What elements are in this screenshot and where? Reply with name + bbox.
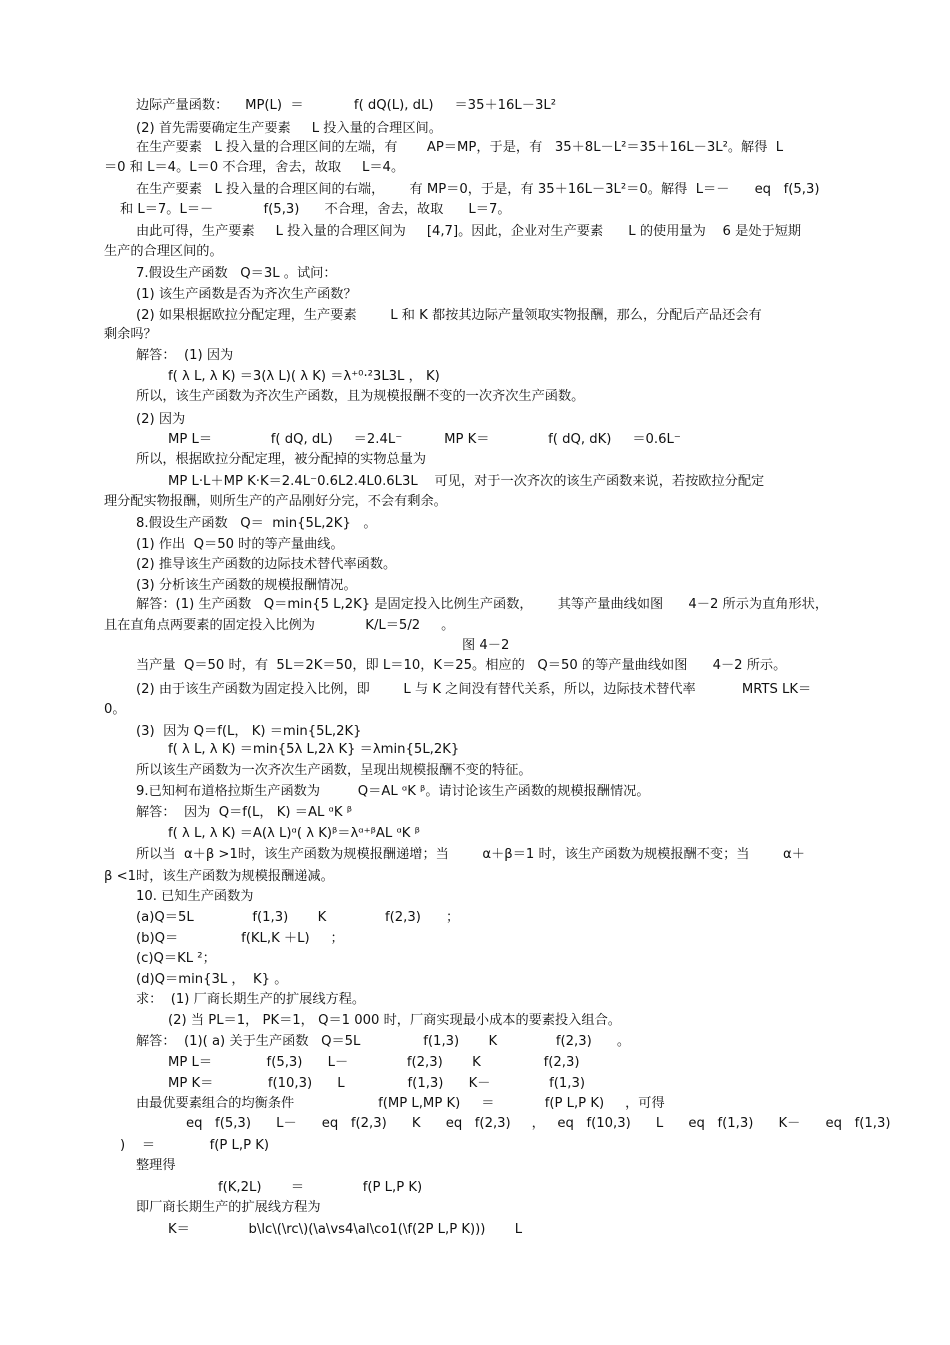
text-line: 在生产要素 L 投入量的合理区间的左端，有 AP＝MP，于是，有 35＋8L－L²＝35＋16L－3L²。解得 L: [136, 140, 784, 155]
text-line: (2) 因为: [136, 412, 186, 427]
text-line: (2) 首先需要确定生产要素 L 投入量的合理区间。: [136, 121, 442, 136]
text-line: 且在直角点两要素的固定投入比例为 K/L＝5/2 。: [104, 618, 455, 633]
text-line: 整理得: [136, 1158, 176, 1173]
text-line: 当产量 Q＝50 时，有 5L＝2K＝50，即 L＝10，K＝25。相应的 Q＝50 的等产量曲线如图 4－2 所示。: [136, 658, 787, 673]
formula-line: K＝ b\lc\(\rc\)(\a\vs4\al\co1(\f(2P L,P K))) L: [168, 1222, 523, 1237]
text-line: β <1时，该生产函数为规模报酬递减。: [104, 869, 334, 884]
text-line: 剩余吗？: [104, 327, 157, 342]
text-line: 8.假设生产函数 Q＝ min{5L,2K} 。: [136, 516, 377, 531]
formula-line: MP L＝ f( dQ, dL) ＝2.4L⁻ MP K＝ f( dQ, dK) ＝0.6L⁻: [168, 432, 681, 447]
text-line: 9.已知柯布道格拉斯生产函数为 Q＝AL ᵅK ᵝ。请讨论该生产函数的规模报酬情况。: [136, 784, 650, 799]
formula-line: MP K＝ f(10,3) L f(1,3) K－ f(1,3): [168, 1076, 586, 1091]
text-line: 解答：(1) 生产函数 Q＝min{5 L,2K} 是固定投入比例生产函数， 其等产量曲线如图 4－2 所示为直角形状，: [136, 597, 829, 612]
text-line: (a)Q＝5L f(1,3) K f(2,3) ；: [136, 910, 460, 925]
text-line: 在生产要素 L 投入量的合理区间的右端， 有 MP＝0，于是，有 35＋16L－3L²＝0。解得 L＝－ eq f(5,3): [136, 182, 820, 197]
formula-line: eq f(5,3) L－ eq f(2,3) K eq f(2,3) ， eq f(10,3) L eq f(1,3) K－ eq f(1,3): [186, 1116, 891, 1131]
text-line: (1) 该生产函数是否为齐次生产函数？: [136, 287, 357, 302]
text-line: 解答： 因为 Q＝f(L， K) ＝AL ᵅK ᵝ: [136, 805, 353, 820]
text-line: (2) 如果根据欧拉分配定理，生产要素 L 和 K 都按其边际产量领取实物报酬，那么，分配后产品还会有: [136, 308, 762, 323]
text-line: 10. 已知生产函数为: [136, 889, 254, 904]
text-line: 0。: [104, 702, 126, 717]
text-line: 所以，根据欧拉分配定理，被分配掉的实物总量为: [136, 452, 427, 467]
text-line: (2) 由于该生产函数为固定投入比例，即 L 与 K 之间没有替代关系，所以，边际技术替代率 MRTS LK＝: [136, 682, 812, 697]
text-line: ＝0 和 L＝4。L＝0 不合理，舍去，故取 L＝4。: [104, 160, 405, 175]
formula-line: f( λ L, λ K) ＝3(λ L)( λ K) ＝λ⁺⁰·²3L3L ， K): [168, 369, 440, 384]
text-line: (2) 推导该生产函数的边际技术替代率函数。: [136, 557, 397, 572]
formula-line: f(K,2L) ＝ f(P L,P K): [218, 1180, 423, 1195]
text-line: 求： (1) 厂商长期生产的扩展线方程。: [136, 992, 366, 1007]
text-line: (d)Q＝min{3L ， K} 。: [136, 972, 288, 987]
text-line: 解答： (1) 因为: [136, 348, 234, 363]
text-line: 所以该生产函数为一次齐次生产函数，呈现出规模报酬不变的特征。: [136, 763, 532, 778]
text-line: 由此可得，生产要素 L 投入量的合理区间为 [4,7]。因此，企业对生产要素 L 的使用量为 6 是处于短期: [136, 224, 802, 239]
text-line: 边际产量函数： MP(L) ＝ f( dQ(L), dL) ＝35＋16L－3L²: [136, 98, 556, 113]
text-line: 和 L＝7。L＝－ f(5,3) 不合理，舍去，故取 L＝7。: [120, 202, 511, 217]
formula-line: MP L·L＋MP K·K＝2.4L⁻0.6L2.4L0.6L3L 可见，对于一次齐次的该生产函数来说，若按欧拉分配定: [168, 474, 765, 489]
text-line: (3) 分析该生产函数的规模报酬情况。: [136, 578, 357, 593]
formula-line: f( λ L, λ K) ＝A(λ L)ᵅ( λ K)ᵝ＝λᵅ⁺ᵝAL ᵅK ᵝ: [168, 826, 420, 841]
text-line: 7.假设生产函数 Q＝3L 。试问：: [136, 266, 337, 281]
figure-caption: 图 4－2: [462, 638, 510, 653]
text-line: 解答： (1)( a) 关于生产函数 Q＝5L f(1,3) K f(2,3) 。: [136, 1034, 631, 1049]
text-line: (c)Q＝KL ²；: [136, 951, 216, 966]
text-line: 生产的合理区间的。: [104, 244, 223, 259]
text-line: (2) 当 PL＝1， PK＝1， Q＝1 000 时，厂商实现最小成本的要素投入组合。: [168, 1013, 621, 1028]
text-line: 由最优要素组合的均衡条件 f(MP L,MP K) ＝ f(P L,P K) ，可得: [136, 1096, 665, 1111]
formula-line: MP L＝ f(5,3) L－ f(2,3) K f(2,3): [168, 1055, 580, 1070]
formula-line: f( λ L, λ K) ＝min{5λ L,2λ K} ＝λmin{5L,2K}: [168, 742, 460, 757]
text-line: 所以当 α＋β >1时，该生产函数为规模报酬递增；当 α＋β＝1 时，该生产函数为规模报酬不变；当 α＋: [136, 847, 805, 862]
text-line: 理分配实物报酬，则所生产的产品刚好分完，不会有剩余。: [104, 494, 447, 509]
formula-line: ) ＝ f(P L,P K): [120, 1138, 270, 1153]
text-line: (3) 因为 Q＝f(L， K) ＝min{5L,2K}: [136, 724, 362, 739]
text-line: (b)Q＝ f(KL,K ＋L) ；: [136, 931, 344, 946]
text-line: 所以，该生产函数为齐次生产函数，且为规模报酬不变的一次齐次生产函数。: [136, 389, 585, 404]
text-line: (1) 作出 Q＝50 时的等产量曲线。: [136, 537, 344, 552]
text-line: 即厂商长期生产的扩展线方程为: [136, 1200, 321, 1215]
